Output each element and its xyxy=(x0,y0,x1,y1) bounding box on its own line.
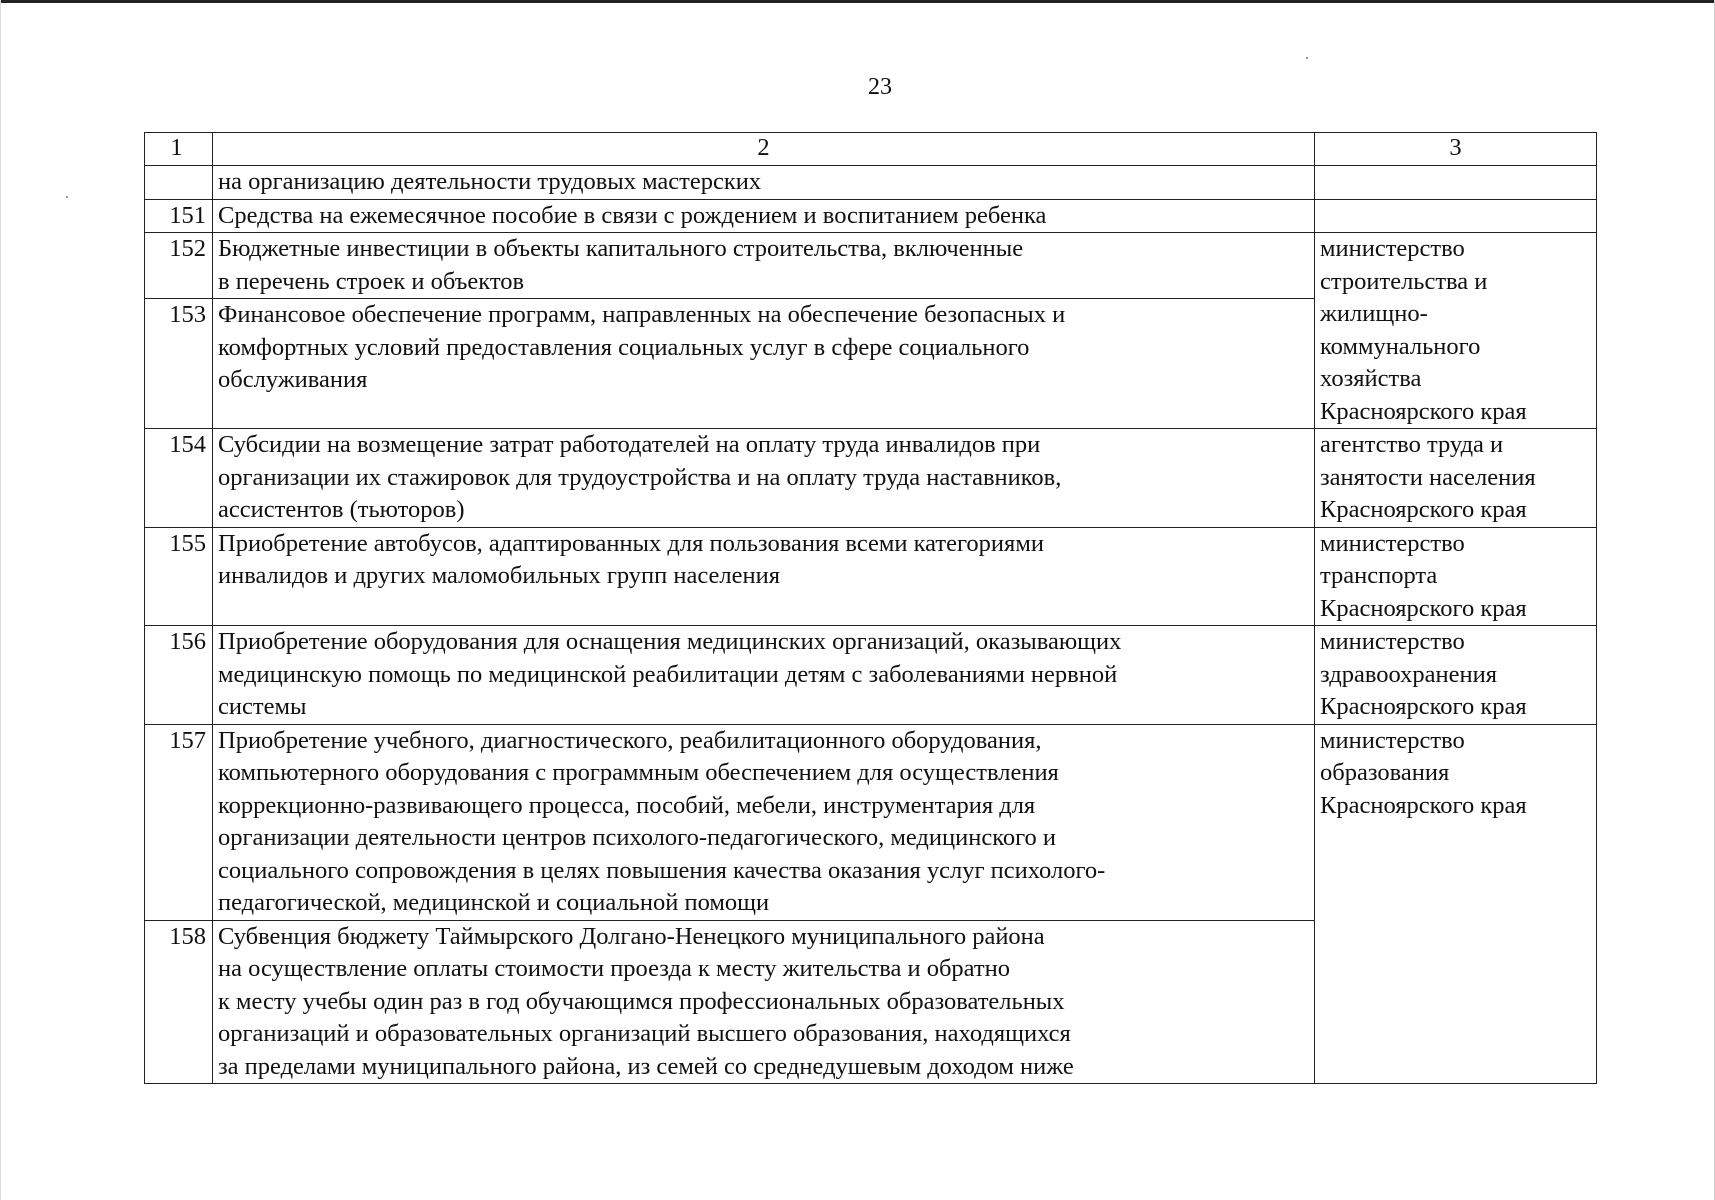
table-header-row xyxy=(145,133,1597,166)
table-row xyxy=(145,429,1597,528)
row-description: Приобретение оборудования для оснащения медицинских организаций, оказывающих медицинскую помощь по медицинской реабилитации детям с заболеваниями нервной системы xyxy=(213,626,1315,725)
row-description: Приобретение учебного, диагностического, реабилитационного оборудования, компьютерного оборудования с программным обеспечением для осуществления коррекционно-развивающего процесса, пособий, мебели, инструментария для организации деятельности центров психолого-педагогического, медицинского и социального сопровождения в целях повышения качества оказания услуг психолого- педагогической, медицинской и социальной помощи xyxy=(213,724,1315,920)
table-row xyxy=(145,166,1597,200)
row-number: 153 xyxy=(145,299,213,429)
row-agency: министерство строительства и жилищно- коммунального хозяйства Красноярского края xyxy=(1315,233,1597,429)
row-description: Субвенция бюджету Таймырского Долгано-Ненецкого муниципального района на осуществление оплаты стоимости проезда к месту жительства и обратно к месту учебы один раз в год обучающимся профессиональных образовательных организаций и образовательных организаций высшего образования, находящихся за пределами муниципального района, из семей со среднедушевым доходом ниже xyxy=(213,920,1315,1084)
table-row xyxy=(145,199,1597,233)
row-number: 155 xyxy=(145,527,213,626)
scan-left-edge xyxy=(0,0,1,1200)
row-description: Средства на ежемесячное пособие в связи с рождением и воспитанием ребенка xyxy=(213,199,1315,233)
scan-speck xyxy=(66,196,68,198)
row-number: 152 xyxy=(145,233,213,299)
row-agency: министерство здравоохранения Красноярского края xyxy=(1315,626,1597,725)
header-col-1: 1 xyxy=(145,133,213,166)
row-agency: министерство образования Красноярского края xyxy=(1315,724,1597,1084)
row-description: Субсидии на возмещение затрат работодателей на оплату труда инвалидов при организации их стажировок для трудоустройства и на оплату труда наставников, ассистентов (тьюторов) xyxy=(213,429,1315,528)
table-row xyxy=(145,527,1597,626)
header-col-2: 2 xyxy=(213,133,1315,166)
scan-speck xyxy=(1306,57,1308,59)
row-agency: агентство труда и занятости населения Красноярского края xyxy=(1315,429,1597,528)
table-row xyxy=(145,724,1597,920)
table-row xyxy=(145,233,1597,299)
row-description: Бюджетные инвестиции в объекты капитального строительства, включенные в перечень строек и объектов xyxy=(213,233,1315,299)
row-number: 156 xyxy=(145,626,213,725)
page-number: 23 xyxy=(868,74,892,100)
row-number xyxy=(145,166,213,200)
row-number: 158 xyxy=(145,920,213,1084)
row-number: 151 xyxy=(145,199,213,233)
appendix-table xyxy=(144,132,1597,1084)
row-agency xyxy=(1315,166,1597,200)
table-row xyxy=(145,626,1597,725)
row-agency xyxy=(1315,199,1597,233)
row-description: Приобретение автобусов, адаптированных для пользования всеми категориями инвалидов и других маломобильных групп населения xyxy=(213,527,1315,626)
header-col-3: 3 xyxy=(1315,133,1597,166)
row-number: 154 xyxy=(145,429,213,528)
row-description: на организацию деятельности трудовых мастерских xyxy=(213,166,1315,200)
row-number: 157 xyxy=(145,724,213,920)
row-agency: министерство транспорта Красноярского края xyxy=(1315,527,1597,626)
row-description: Финансовое обеспечение программ, направленных на обеспечение безопасных и комфортных условий предоставления социальных услуг в сфере социального обслуживания xyxy=(213,299,1315,429)
scan-top-border xyxy=(0,0,1715,3)
